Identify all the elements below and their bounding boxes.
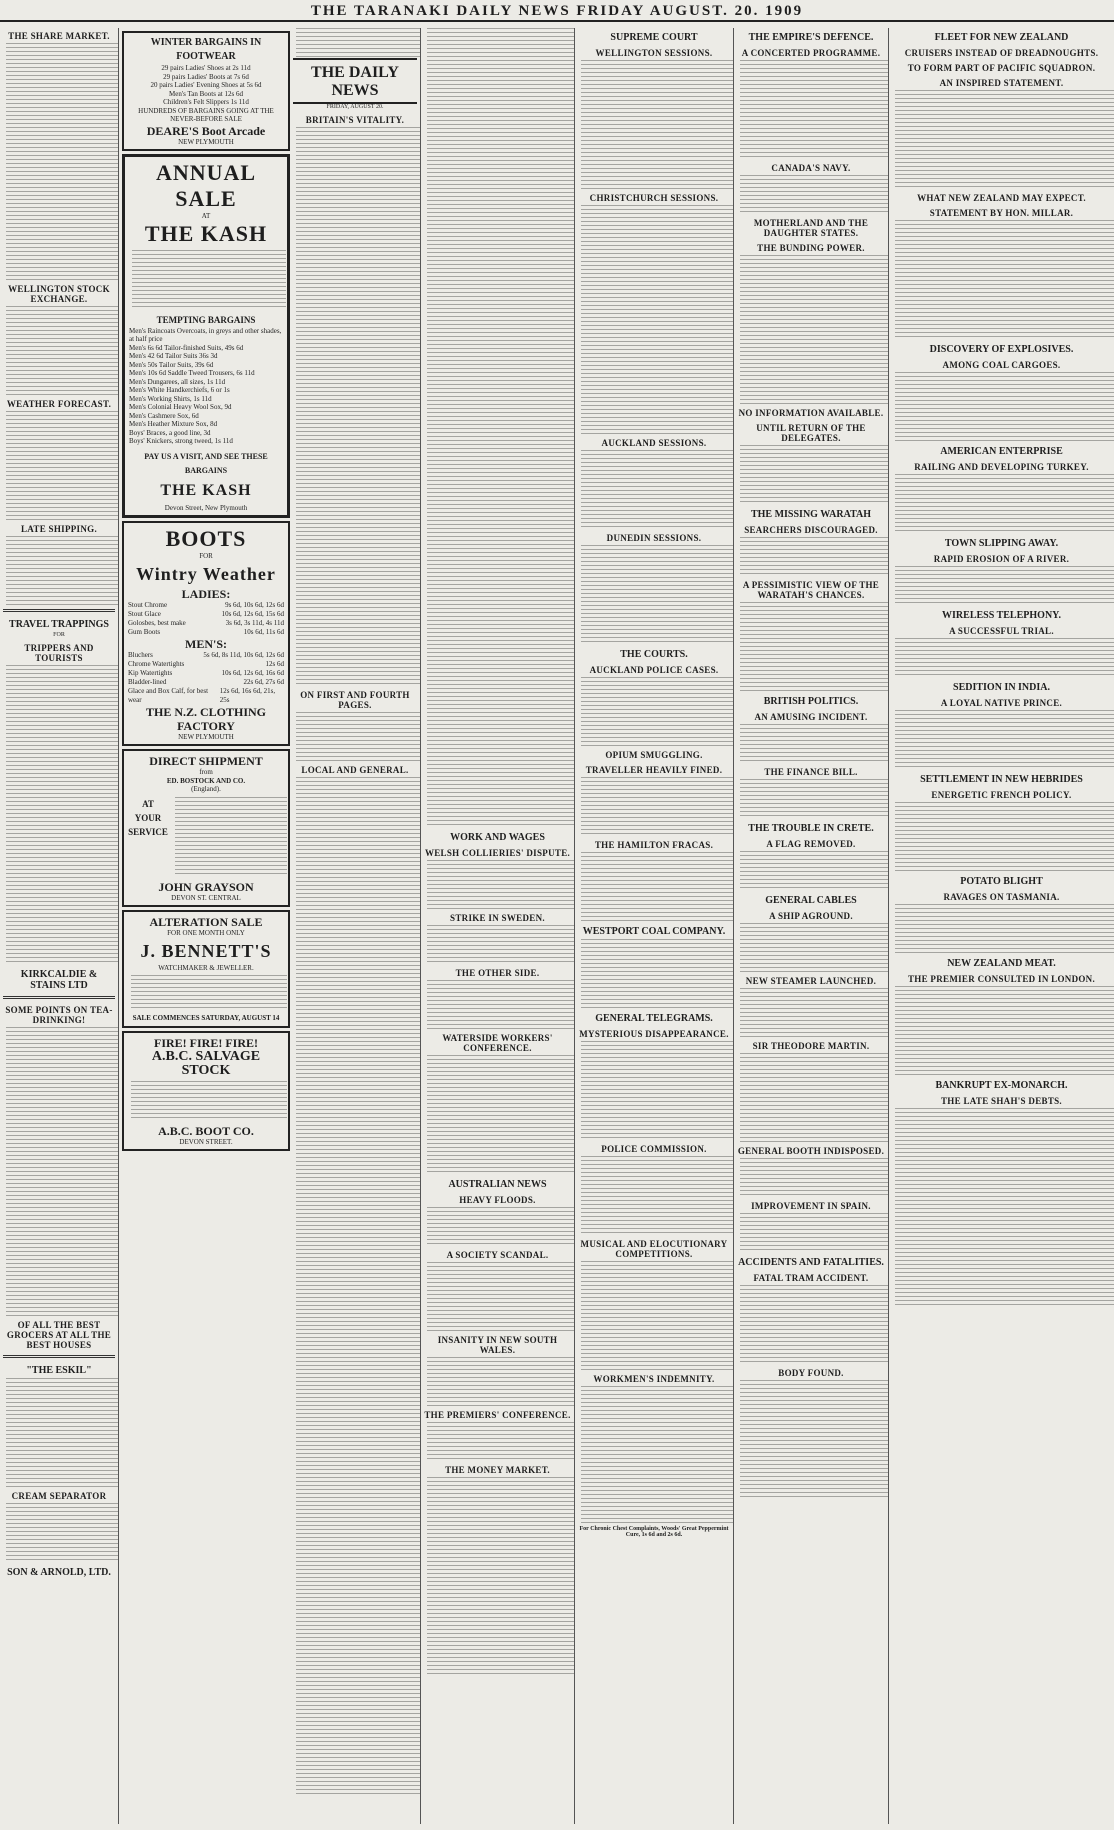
waterside-text [427, 1055, 574, 1175]
railing-text [895, 474, 1114, 534]
ad-line: 29 pairs Ladies' Shoes at 2s 11d [161, 64, 251, 72]
money-market: THE MONEY MARKET. [445, 1465, 550, 1475]
salvage-heading: A.B.C. SALVAGE STOCK [151, 1048, 261, 1078]
potato-blight: POTATO BLIGHT [960, 876, 1043, 887]
cream-separator: CREAM SEPARATOR [11, 1491, 107, 1501]
ad-line: Men's Tan Boots at 12s 6d [169, 89, 243, 98]
price-value: 12s 6d, 16s 6d, 21s, 25s [219, 686, 276, 704]
christchurch-text [581, 205, 733, 435]
tea-text [6, 1027, 118, 1317]
motherland: MOTHERLAND AND THE DAUGHTER STATES. [753, 218, 869, 238]
nz-clothing-factory: THE N.Z. CLOTHING FACTORY [145, 704, 267, 733]
ad-line: Men's 50s Tailor Suits, 39s 6d [129, 360, 214, 369]
workmens-text [581, 1386, 733, 1526]
fire-heading: FIRE! FIRE! FIRE! [154, 1035, 258, 1050]
successful-trial: A SUCCESSFUL TRIAL. [949, 626, 1054, 636]
shah-debts: THE LATE SHAH'S DEBTS. [941, 1096, 1062, 1106]
westport-text [581, 939, 733, 1009]
ad-line: Men's White Handkerchiefs, 6 or 1s [129, 386, 230, 394]
price-row [128, 601, 284, 610]
price-row [128, 678, 284, 687]
bennett-name: J. BENNETT'S [140, 940, 272, 961]
concerted-programme: A CONCERTED PROGRAMME. [741, 48, 881, 58]
salvage-ad [122, 1031, 290, 1152]
deare-name: DEARE'S Boot Arcade [146, 123, 266, 138]
boots-heading: BOOTS [165, 526, 247, 551]
return-text [740, 445, 888, 505]
grayson-name: JOHN GRAYSON [158, 879, 254, 894]
ad-line: Men's Working Shirts, 1s 11d [129, 394, 212, 403]
inspired-statement: AN INSPIRED STATEMENT. [939, 78, 1064, 88]
price-value: 10s 6d, 12s 6d, 15s 6d [221, 609, 284, 618]
no-information: NO INFORMATION AVAILABLE. [738, 408, 884, 418]
money-text [427, 1477, 574, 1677]
kirkcaldie-heading: KIRKCALDIE & STAINS LTD [20, 969, 98, 991]
waterside-heading: WATERSIDE WORKERS' CONFERENCE. [442, 1033, 553, 1053]
price-value: 3s 6d, 3s 11d, 4s 11d [225, 618, 284, 627]
work-wages-heading: WORK AND WAGES [450, 832, 545, 843]
kash-name: THE KASH [144, 220, 268, 246]
price-item: Golosbes, best make [128, 618, 186, 627]
theodore-text [740, 1053, 888, 1143]
direct-heading: DIRECT SHIPMENT [149, 754, 263, 768]
nz-meat: NEW ZEALAND MEAT. [947, 958, 1056, 969]
french-policy: ENERGETIC FRENCH POLICY. [931, 790, 1072, 800]
eskil-illustration [6, 1378, 118, 1488]
ad-line: Men's Dungarees, all sizes, 1s 11d [129, 377, 226, 386]
society-scandal: A SOCIETY SCANDAL. [446, 1250, 549, 1260]
watchmaker: WATCHMAKER & JEWELLER. [158, 963, 254, 972]
pessimistic: A PESSIMISTIC VIEW OF THE WARATAH'S CHANCES. [742, 580, 880, 600]
kash-at: AT [201, 212, 211, 220]
shah-text [895, 1108, 1114, 1308]
mens-prices [128, 651, 284, 705]
ad-line: Men's Colonial Heavy Wool Sox, 9d [129, 403, 232, 411]
programme-text [740, 60, 888, 160]
wireless-text [895, 638, 1114, 678]
body-text [740, 1380, 888, 1500]
england: (England). [191, 785, 221, 793]
winter-lines [128, 64, 284, 124]
price-item: Glace and Box Calf, for best wear [128, 686, 209, 704]
column-7 [889, 28, 1114, 1824]
late-shipping-heading: LATE SHIPPING. [20, 524, 98, 534]
ad-line: Children's Felt Slippers 1s 11d [163, 98, 249, 106]
accidents: ACCIDENTS AND FATALITIES. [738, 1257, 884, 1268]
opium-text [581, 777, 733, 837]
ladies-prices [128, 601, 284, 637]
musical: MUSICAL AND ELOCUTIONARY COMPETITIONS. [580, 1239, 728, 1259]
searchers: SEARCHERS DISCOURAGED. [744, 525, 878, 535]
price-row [128, 628, 284, 637]
welsh-text [427, 860, 574, 910]
erosion-text [895, 566, 1114, 606]
births-deaths [296, 28, 420, 58]
arnold-heading: SON & ARNOLD, LTD. [7, 1567, 111, 1578]
workmens: WORKMEN'S INDEMNITY. [593, 1374, 715, 1384]
christchurch-sessions: CHRISTCHURCH SESSIONS. [589, 193, 719, 203]
improvement-spain: IMPROVEMENT IN SPAIN. [751, 1201, 871, 1211]
price-row [128, 651, 284, 660]
missing-waratah: THE MISSING WARATAH [750, 509, 872, 520]
abc-address: DEVON STREET. [179, 1137, 233, 1146]
bankrupt: BANKRUPT EX-MONARCH. [935, 1080, 1068, 1091]
sedition-text [895, 710, 1114, 770]
american-enterprise: AMERICAN ENTERPRISE [940, 446, 1063, 457]
travel-for: FOR [53, 632, 65, 638]
alteration-ad [122, 910, 290, 1028]
column-4-text-mid [427, 628, 574, 828]
premiers: THE PREMIERS' CONFERENCE. [424, 1410, 571, 1420]
kash-address: Devon Street, New Plymouth [164, 503, 248, 512]
ad-line: HUNDREDS OF BARGAINS GOING AT THE NEVER-BEFORE SALE [138, 106, 274, 123]
heavy-floods: HEAVY FLOODS. [459, 1195, 536, 1205]
local-text [296, 777, 420, 1797]
share-market-heading: THE SHARE MARKET. [8, 31, 110, 41]
general-telegrams: GENERAL TELEGRAMS. [595, 1013, 713, 1024]
local-general: LOCAL AND GENERAL. [301, 765, 409, 775]
spain-text [740, 1213, 888, 1253]
aground-text [740, 923, 888, 973]
one-month: FOR ONE MONTH ONLY [167, 929, 245, 937]
pessimistic-text [740, 602, 888, 692]
steamer-launched: NEW STEAMER LAUNCHED. [745, 976, 877, 986]
ad-line: 29 pairs Ladies' Boots at 7s 6d [163, 72, 249, 81]
ad-line: Boys' Knickers, strong tweed, 1s 11d [129, 437, 233, 445]
erosion: RAPID EROSION OF A RIVER. [933, 554, 1070, 564]
ad-line: Men's Raincoats Overcoats, in greys and other shades, at half price [129, 326, 282, 343]
welsh-heading: WELSH COLLIERIES' DISPUTE. [424, 848, 571, 858]
price-item: Bluchers [128, 650, 153, 659]
wireless: WIRELESS TELEPHONY. [942, 610, 1061, 621]
shipping-text [6, 536, 118, 606]
ad-line: Boys' Braces, a good line, 3d [129, 428, 211, 437]
what-nz-expect: WHAT NEW ZEALAND MAY EXPECT. [917, 193, 1086, 203]
commission-text [581, 1156, 733, 1236]
daily-news-date: FRIDAY, AUGUST 20. [326, 104, 384, 110]
ad-line: Men's Cashmere Sox, 6d [129, 411, 199, 420]
first-fourth: ON FIRST AND FOURTH PAGES. [300, 690, 410, 710]
price-row [128, 687, 284, 705]
until-return: UNTIL RETURN OF THE DELEGATES. [756, 423, 866, 443]
bunding-power: THE BUNDING POWER. [757, 243, 865, 253]
other-side-text [427, 980, 574, 1030]
french-text [895, 802, 1114, 872]
price-value: 5s 6d, 8s 11d, 10s 6d, 12s 6d [203, 650, 284, 659]
direct-from: from [199, 768, 213, 776]
strike-text [427, 925, 574, 965]
abc-name: A.B.C. BOOT CO. [158, 1123, 254, 1138]
price-item: Chrome Watertights [128, 659, 185, 668]
tasmania: RAVAGES ON TASMANIA. [943, 892, 1060, 902]
tea-heading: SOME POINTS ON TEA-DRINKING! [5, 1005, 113, 1025]
editorial-text [296, 127, 420, 687]
boots-for: FOR [199, 552, 213, 560]
price-value: 10s 6d, 12s 6d, 16s 6d [221, 668, 284, 677]
boots-ad [122, 521, 290, 746]
pacific-squadron: TO FORM PART OF PACIFIC SQUADRON. [907, 63, 1096, 73]
australian-news: AUSTRALIAN NEWS [448, 1179, 547, 1190]
masthead: THE TARANAKI DAILY NEWS FRIDAY AUGUST. 20. 1909 [0, 0, 1114, 22]
the-courts: THE COURTS. [620, 649, 688, 660]
britain-heading: BRITAIN'S VITALITY. [305, 115, 405, 125]
ad-line: Men's 10s 6d Saddle Tweed Trousers, 6s 11d [129, 369, 255, 377]
wellington-stock-heading: WELLINGTON STOCK EXCHANGE. [8, 284, 110, 304]
direct-shipment-ad [122, 749, 290, 907]
searchers-text [740, 537, 888, 577]
travel-heading: TRAVEL TRAPPINGS [9, 619, 109, 630]
kash-text [132, 250, 286, 310]
auckland-sessions: AUCKLAND SESSIONS. [601, 438, 707, 448]
chronic-ad: For Chronic Chest Complaints, Woods' Great Peppermint Cure, 1s 6d and 2s 6d. [579, 1526, 729, 1538]
eskil-heading: "THE ESKIL" [26, 1365, 92, 1376]
finance-bill: THE FINANCE BILL. [764, 767, 858, 777]
flag-removed: A FLAG REMOVED. [766, 839, 856, 849]
column-3a [290, 28, 420, 1824]
finance-text [740, 779, 888, 819]
dunedin-sessions: DUNEDIN SESSIONS. [606, 533, 702, 543]
theodore: SIR THEODORE MARTIN. [752, 1041, 870, 1051]
musical-text [581, 1261, 733, 1371]
ad-line: Men's 6s 6d Tailor-finished Suits, 49s 6d [129, 343, 244, 352]
dunedin-text [581, 545, 733, 645]
general-cables: GENERAL CABLES [765, 895, 857, 906]
premiers-text [427, 1422, 574, 1462]
sale-commences: SALE COMMENCES SATURDAY, AUGUST 14 [132, 1014, 280, 1022]
floods-text [427, 1207, 574, 1247]
auckland-text [581, 450, 733, 530]
strike-heading: STRIKE IN SWEDEN. [450, 913, 545, 923]
at-your-service: AT YOUR SERVICE [128, 798, 168, 837]
column-4 [421, 28, 574, 1824]
price-item: Bladder-lined [128, 677, 167, 686]
tasmania-text [895, 904, 1114, 954]
railing-turkey: RAILING AND DEVELOPING TURKEY. [914, 462, 1089, 472]
canada-text [740, 175, 888, 215]
price-item: Kip Watertights [128, 668, 173, 677]
police-commission: POLICE COMMISSION. [601, 1144, 707, 1154]
price-row [128, 669, 284, 678]
body-found: BODY FOUND. [778, 1368, 844, 1378]
supreme-court: SUPREME COURT [610, 32, 698, 43]
wellington-sessions: WELLINGTON SESSIONS. [595, 48, 713, 58]
grayson-address: DEVON ST. CENTRAL [171, 893, 241, 902]
ship-aground: A SHIP AGROUND. [769, 911, 853, 921]
mens-heading: MEN'S: [185, 636, 227, 651]
premier-london: THE PREMIER CONSULTED IN LONDON. [907, 974, 1096, 984]
ad-line: Men's 42 6d Tailor Suits 36s 3d [129, 352, 218, 360]
price-value: 10s 6d, 11s 6d [243, 627, 284, 636]
bostock: ED. BOSTOCK AND CO. [166, 776, 246, 785]
price-item: Stout Chrome [128, 600, 168, 609]
column-4-text-top [427, 28, 574, 628]
price-row [128, 610, 284, 619]
tram-text [740, 1285, 888, 1365]
price-row [128, 619, 284, 628]
opium: OPIUM SMUGGLING. [605, 750, 703, 760]
police-text [581, 677, 733, 747]
millar-text [895, 220, 1114, 340]
kash-logo: THE KASH [160, 481, 252, 499]
steamer-text [740, 988, 888, 1038]
amusing-text [740, 724, 888, 764]
salvage-text [131, 1081, 287, 1121]
amusing: AN AMUSING INCIDENT. [754, 712, 868, 722]
motherland-text [740, 255, 888, 405]
disappearance-text [581, 1041, 733, 1141]
fatal-tram: FATAL TRAM ACCIDENT. [753, 1273, 869, 1283]
weather-text [6, 411, 118, 521]
booth-text [740, 1158, 888, 1198]
explosives: DISCOVERY OF EXPLOSIVES. [929, 344, 1074, 355]
new-hebrides: SETTLEMENT IN NEW HEBRIDES [920, 774, 1083, 785]
wintry-weather: Wintry Weather [136, 563, 276, 584]
stock-text [6, 306, 118, 396]
general-booth: GENERAL BOOTH INDISPOSED. [737, 1146, 885, 1156]
empire-defence: THE EMPIRE'S DEFENCE. [748, 32, 874, 43]
share-market-text [6, 43, 118, 281]
crete: THE TROUBLE IN CRETE. [748, 823, 874, 834]
coal-text [895, 372, 1114, 442]
british-politics: BRITISH POLITICS. [763, 696, 859, 707]
cream-text [6, 1503, 118, 1563]
alteration-heading: ALTERATION SALE [149, 915, 263, 929]
disappearance: MYSTERIOUS DISAPPEARANCE. [579, 1029, 729, 1039]
other-side-heading: THE OTHER SIDE. [455, 968, 540, 978]
travel-sub: TRIPPERS AND TOURISTS [24, 643, 94, 663]
price-value: 12s 6d [265, 659, 284, 668]
ad-line: 20 pairs Ladies' Evening Shoes at 5s 6d [150, 81, 262, 89]
winter-heading: WINTER BARGAINS IN FOOTWEAR [150, 37, 262, 62]
price-item: Stout Glace [128, 609, 161, 618]
among-coal: AMONG COAL CARGOES. [942, 360, 1061, 370]
town-slipping: TOWN SLIPPING AWAY. [944, 538, 1059, 549]
weather-heading: WEATHER FORECAST. [6, 399, 112, 409]
price-value: 22s 6d, 27s 6d [243, 677, 284, 686]
loyal-prince: A LOYAL NATIVE PRINCE. [940, 698, 1063, 708]
travel-text [6, 665, 118, 965]
flag-text [740, 851, 888, 891]
insanity-text [427, 1357, 574, 1407]
kash-ad [122, 154, 290, 518]
westport: WESTPORT COAL COMPANY. [582, 926, 726, 937]
canada-navy: CANADA'S NAVY. [771, 163, 851, 173]
nz-address: NEW PLYMOUTH [178, 732, 234, 741]
sedition-india: SEDITION IN INDIA. [953, 682, 1050, 693]
hamilton-text [581, 852, 733, 922]
police-cases: AUCKLAND POLICE CASES. [589, 665, 719, 675]
millar-statement: STATEMENT BY HON. MILLAR. [929, 208, 1074, 218]
kash-visit: PAY US A VISIT, AND SEE THESE BARGAINS [144, 451, 268, 475]
scandal-text [427, 1262, 574, 1332]
ad-line: Men's Heather Mixture Sox, 8d [129, 420, 218, 428]
meat-text [895, 986, 1114, 1076]
column-6 [734, 28, 888, 1824]
cruisers: CRUISERS INSTEAD OF DREADNOUGHTS. [904, 48, 1099, 58]
hamilton: THE HAMILTON FRACAS. [594, 840, 714, 850]
kash-tempting: TEMPTING BARGAINS [156, 314, 256, 325]
contents-list [296, 712, 420, 762]
column-5 [575, 28, 733, 1824]
direct-list [175, 797, 287, 877]
fleet-heading: FLEET FOR NEW ZEALAND [934, 32, 1069, 43]
traveller: TRAVELLER HEAVILY FINED. [585, 765, 723, 775]
deare-address: NEW PLYMOUTH [178, 137, 234, 146]
price-value: 9s 6d, 10s 6d, 12s 6d [225, 600, 284, 609]
column-1 [0, 28, 118, 1824]
all-grocers: OF ALL THE BEST GROCERS AT ALL THE BEST HOUSES [6, 1320, 112, 1350]
wellington-text [581, 60, 733, 190]
daily-news-title: THE DAILY NEWS [293, 58, 417, 104]
price-item: Gum Boots [128, 627, 161, 636]
kash-lines [129, 327, 283, 446]
price-row [128, 660, 284, 669]
annual-sale: ANNUAL SALE [155, 160, 257, 211]
alteration-text [131, 975, 287, 1011]
ladies-heading: LADIES: [181, 586, 231, 601]
insanity: INSANITY IN NEW SOUTH WALES. [437, 1335, 558, 1355]
inspired-text [895, 90, 1114, 190]
winter-bargains-ad [122, 31, 290, 151]
